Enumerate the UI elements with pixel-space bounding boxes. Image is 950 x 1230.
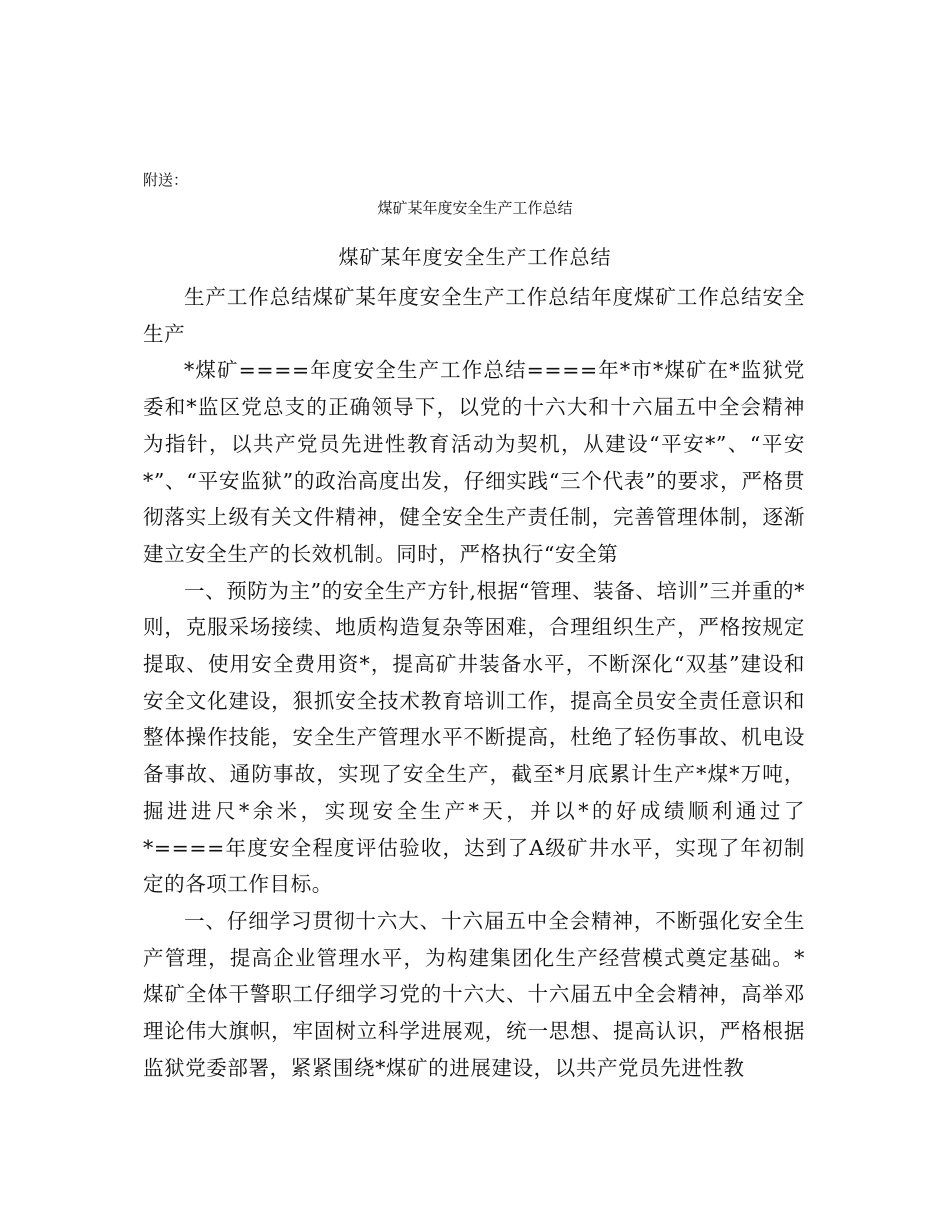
body-paragraph: *煤矿====年度安全生产工作总结====年*市*煤矿在*监狱党委和*监区党总支的正确领导下，以党的十六大和十六届五中全会精神为指针，以共产党员先进性教育活动为契机，从建设“平安*”、“平安*”、“平安监狱”的政治高度出发，仔细实践“三个代表”的要求，严格贯彻落实上级有关文件精神，健全安全生产责任制，完善管理体制，逐渐建立安全生产的长效机制。同时，严格执行“安全第 [143, 358, 805, 566]
document-title: 煤矿某年度安全生产工作总结 [338, 245, 612, 269]
attachment-label: 附送： [143, 171, 189, 189]
document-subtitle: 煤矿某年度安全生产工作总结 [377, 199, 573, 217]
document-body [143, 279, 805, 1086]
body-paragraph: 生产工作总结煤矿某年度安全生产工作总结年度煤矿工作总结安全生产 [143, 285, 805, 346]
body-paragraph: 一、仔细学习贯彻十六大、十六届五中全会精神，不断强化安全生产管理，提高企业管理水平，为构建集团化生产经营模式奠定基础。*煤矿全体干警职工仔细学习党的十六大、十六届五中全会精神，高举邓理论伟大旗帜，牢固树立科学进展观，统一思想、提高认识，严格根据监狱党委部署，紧紧围绕*煤矿的进展建设，以共产党员先进性教 [143, 908, 805, 1080]
body-paragraph: 一、预防为主”的安全生产方针,根据“管理、装备、培训”三并重的*则，克服采场接续、地质构造复杂等困难，合理组织生产，严格按规定提取、使用安全费用资*，提高矿井装备水平，不断深化“双基”建设和安全文化建设，狠抓安全技术教育培训工作，提高全员安全责任意识和整体操作技能，安全生产管理水平不断提高，杜绝了轻伤事故、机电设备事故、通防事故，实现了安全生产，截至*月底累计生产*煤*万吨，掘进进尺*余米，实现安全生产*天，并以*的好成绩顺利通过了*====年度安全程度评估验收，达到了A级矿井水平，实现了年初制定的各项工作目标。 [143, 578, 805, 897]
